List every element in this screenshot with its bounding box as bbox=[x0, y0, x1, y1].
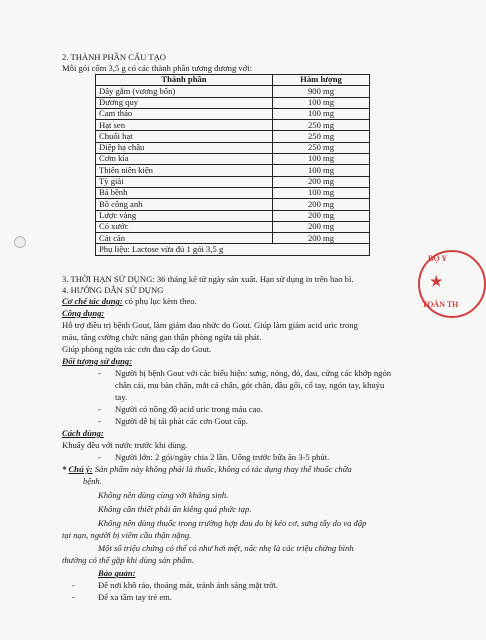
mechanism-text: có phụ lục kèm theo. bbox=[122, 296, 197, 306]
effect-label: Công dụng: bbox=[62, 308, 105, 318]
note-line-7: Một số triệu chứng có thể có như hơi mệt, nấc nhẹ là các triệu chứng bình bbox=[98, 543, 354, 553]
ingredient-name: Dây gắm (vương bốn) bbox=[96, 86, 273, 97]
table-row bbox=[96, 233, 370, 244]
ingredient-amount: 200 mg bbox=[273, 221, 370, 232]
ingredient-amount: 200 mg bbox=[273, 199, 370, 210]
ingredient-amount: 200 mg bbox=[273, 233, 370, 244]
usage-line: Khuấy đều với nước trước khi dùng. bbox=[62, 440, 188, 450]
note-text: Sản phẩm này không phải là thuốc, không có tác dụng thay thế thuốc chữa bbox=[92, 464, 352, 474]
ingredient-name: Diệp hạ châu bbox=[96, 142, 273, 153]
ingredient-name: Lược vàng bbox=[96, 210, 273, 221]
mechanism-line bbox=[62, 296, 197, 306]
ingredient-name: Bồ công anh bbox=[96, 199, 273, 210]
note-label: Chú ý: bbox=[68, 464, 93, 474]
note-line-3: Không nên dùng cùng với kháng sinh. bbox=[98, 490, 229, 500]
star-icon: ★ bbox=[430, 275, 443, 290]
target-line-2: chân cái, mu bàn chân, mắt cá chân, gót chân, đầu gối, cổ tay, ngón tay, khuỷu bbox=[115, 380, 385, 390]
section-4-heading: 4. HƯỚNG DẪN SỬ DỤNG bbox=[62, 285, 164, 295]
target-line-4: Người có nồng độ acid uric trong máu cao. bbox=[115, 404, 263, 414]
ingredient-name: Đương quy bbox=[96, 97, 273, 108]
bullet-dash: - bbox=[98, 416, 101, 426]
table-row bbox=[96, 97, 370, 108]
ingredient-name: Tỳ giải bbox=[96, 176, 273, 187]
ingredient-amount: 100 mg bbox=[273, 154, 370, 165]
ingredient-amount: 900 mg bbox=[273, 86, 370, 97]
composition-intro: Mỗi gói cốm 3,5 g có các thành phần tương đương với: bbox=[62, 63, 253, 73]
ingredient-amount: 200 mg bbox=[273, 210, 370, 221]
table-row bbox=[96, 142, 370, 153]
ingredient-name: Cơm kìa bbox=[96, 154, 273, 165]
storage-label: Bảo quản: bbox=[98, 568, 136, 578]
ingredient-amount: 100 mg bbox=[273, 97, 370, 108]
note-line-2: bệnh. bbox=[83, 476, 102, 486]
note-line-8: thường có thể gặp khi dùng sản phẩm. bbox=[62, 555, 194, 565]
bullet-dash: - bbox=[98, 404, 101, 414]
table-row bbox=[96, 199, 370, 210]
bullet-dash: - bbox=[72, 592, 75, 602]
composition-table bbox=[95, 74, 370, 256]
ingredient-name: Cát căn bbox=[96, 233, 273, 244]
note-line-5: Không nên dùng thuốc trong trường hợp đau do bị kéo cơ, sưng tấy do va đập bbox=[98, 518, 367, 528]
ingredient-amount: 100 mg bbox=[273, 108, 370, 119]
stamp-top-text: BỘ Y bbox=[428, 254, 448, 263]
table-row bbox=[96, 210, 370, 221]
ingredient-amount: 200 mg bbox=[273, 176, 370, 187]
table-row bbox=[96, 108, 370, 119]
target-label: Đối tượng sử dụng: bbox=[62, 356, 133, 366]
ingredient-amount: 250 mg bbox=[273, 131, 370, 142]
target-line-5: Người dễ bị tái phát các cơn Gout cấp. bbox=[115, 416, 248, 426]
bullet-dash: - bbox=[98, 368, 101, 378]
table-footer-row bbox=[96, 244, 370, 255]
punch-hole bbox=[14, 236, 26, 248]
ingredient-amount: 250 mg bbox=[273, 120, 370, 131]
mechanism-label: Cơ chế tác dụng: bbox=[62, 296, 123, 306]
official-stamp bbox=[418, 250, 486, 318]
bullet-dash: - bbox=[98, 452, 101, 462]
table-header-row bbox=[96, 75, 370, 86]
table-row bbox=[96, 221, 370, 232]
ingredient-name: Hạt sen bbox=[96, 120, 273, 131]
section-2-heading: 2. THÀNH PHẦN CẤU TẠO bbox=[62, 52, 167, 62]
header-amount: Hàm lượng bbox=[273, 75, 370, 86]
bullet-dash: - bbox=[72, 580, 75, 590]
note-line-1 bbox=[62, 464, 352, 474]
stamp-bottom-text: TOÀN TH bbox=[422, 300, 459, 309]
effect-line-3: Giúp phòng ngừa các cơn đau cấp do Gout. bbox=[62, 344, 212, 354]
table-row bbox=[96, 131, 370, 142]
ingredient-name: Thiên niên kiện bbox=[96, 165, 273, 176]
usage-label: Cách dùng: bbox=[62, 428, 104, 438]
table-row bbox=[96, 176, 370, 187]
target-line-3: tay. bbox=[115, 392, 128, 402]
ingredient-amount: 100 mg bbox=[273, 165, 370, 176]
effect-line-2: máu, tăng cường chức năng gan thận phòng ngừa tái phát. bbox=[62, 332, 262, 342]
ingredient-name: Bá bệnh bbox=[96, 187, 273, 198]
table-row bbox=[96, 154, 370, 165]
ingredient-name: Chuối hạt bbox=[96, 131, 273, 142]
excipient-note: Phụ liệu: Lactose vừa đủ 1 gói 3,5 g bbox=[96, 244, 370, 255]
table-row bbox=[96, 165, 370, 176]
dose-line: Người lớn: 2 gói/ngày chia 2 lần. Uống trước bữa ăn 3-5 phút. bbox=[115, 452, 330, 462]
note-line-6: tại nạn, người bị viêm cầu thận nặng. bbox=[62, 530, 192, 540]
table-row bbox=[96, 86, 370, 97]
note-line-4: Không cần thiết phải ăn kiêng quá phức tạp. bbox=[98, 504, 252, 514]
header-ingredient: Thành phần bbox=[96, 75, 273, 86]
ingredient-amount: 100 mg bbox=[273, 187, 370, 198]
ingredient-amount: 250 mg bbox=[273, 142, 370, 153]
storage-line-2: Để xa tầm tay trẻ em. bbox=[98, 592, 172, 602]
note-asterisk: * bbox=[62, 464, 69, 474]
ingredient-name: Cam thảo bbox=[96, 108, 273, 119]
table-row bbox=[96, 187, 370, 198]
target-line-1: Người bị bệnh Gout với các biểu hiện: sưng, nóng, đỏ, đau, cứng các khớp ngón bbox=[115, 368, 392, 378]
effect-line-1: Hỗ trợ điều trị bệnh Gout, làm giảm đau nhức do Gout. Giúp làm giảm acid uric trong bbox=[62, 320, 358, 330]
section-3-shelf-life: 3. THỜI HẠN SỬ DỤNG: 36 tháng kể từ ngày sản xuất. Hạn sử dụng in trên bao bì. bbox=[62, 274, 354, 284]
ingredient-name: Cỏ xước bbox=[96, 221, 273, 232]
storage-line-1: Để nơi khô ráo, thoáng mát, tránh ánh sáng mặt trời. bbox=[98, 580, 279, 590]
table-row bbox=[96, 120, 370, 131]
